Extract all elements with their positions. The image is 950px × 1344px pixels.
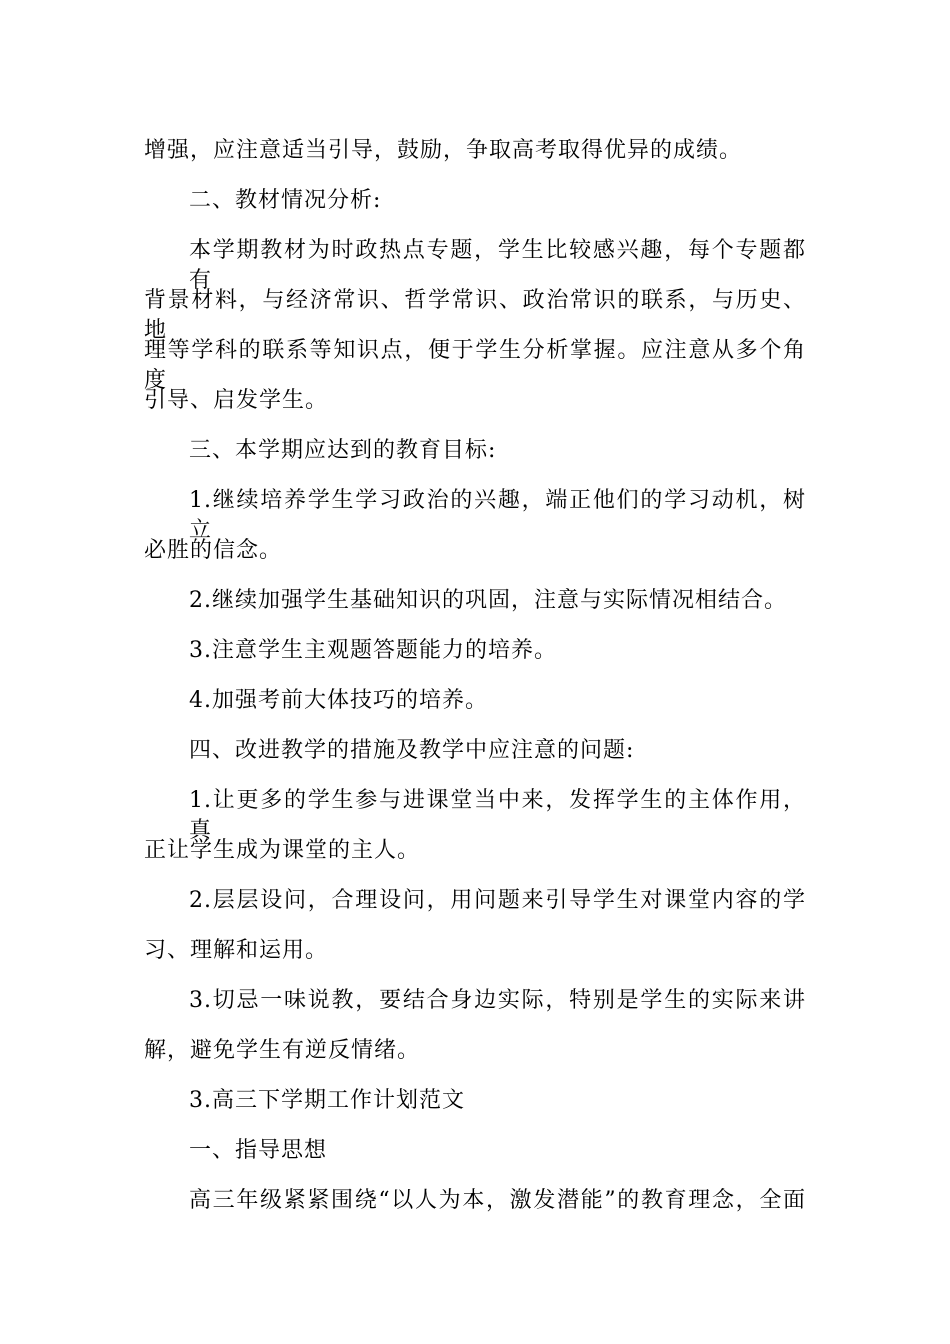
list-item-5: 1.让更多的学生参与进课堂当中来，发挥学生的主体作用，真	[189, 788, 806, 843]
list-item-6: 2.层层设问，合理设问，用问题来引导学生对课堂内容的学	[189, 888, 806, 913]
section-heading-3: 三、本学期应达到的教育目标:	[189, 438, 497, 463]
text-line-3: 本学期教材为时政热点专题，学生比较感兴趣，每个专题都有	[189, 238, 806, 293]
list-item-4: 4.加强考前大体技巧的培养。	[189, 688, 488, 713]
text-line-17: 习、理解和运用。	[144, 938, 329, 963]
text-line-9: 必胜的信念。	[144, 538, 283, 563]
list-item-7: 3.切忌一味说教，要结合身边实际，特别是学生的实际来讲	[189, 988, 806, 1013]
text-line-6: 引导、启发学生。	[144, 388, 329, 413]
text-line-19: 解，避免学生有逆反情绪。	[144, 1038, 421, 1063]
text-line-5: 理等学科的联系等知识点，便于学生分析掌握。应注意从多个角度	[144, 338, 806, 393]
text-line-4: 背景材料，与经济常识、哲学常识、政治常识的联系，与历史、地	[144, 288, 806, 343]
section-heading-4: 四、改进教学的措施及教学中应注意的问题:	[189, 738, 635, 763]
section-heading-2: 二、教材情况分析:	[189, 188, 382, 213]
list-item-1: 1.继续培养学生学习政治的兴趣，端正他们的学习动机，树立	[189, 488, 806, 543]
text-line-1: 增强，应注意适当引导，鼓励，争取高考取得优异的成绩。	[144, 138, 743, 163]
text-line-15: 正让学生成为课堂的主人。	[144, 838, 421, 863]
list-item-3: 3.注意学生主观题答题能力的培养。	[189, 638, 557, 663]
section-heading-5: 一、指导思想	[189, 1138, 328, 1163]
text-line-22: 高三年级紧紧围绕“以人为本，激发潜能”的教育理念，全面	[189, 1188, 806, 1213]
article-title: 3.高三下学期工作计划范文	[189, 1088, 465, 1113]
list-item-2: 2.继续加强学生基础知识的巩固，注意与实际情况相结合。	[189, 588, 787, 613]
